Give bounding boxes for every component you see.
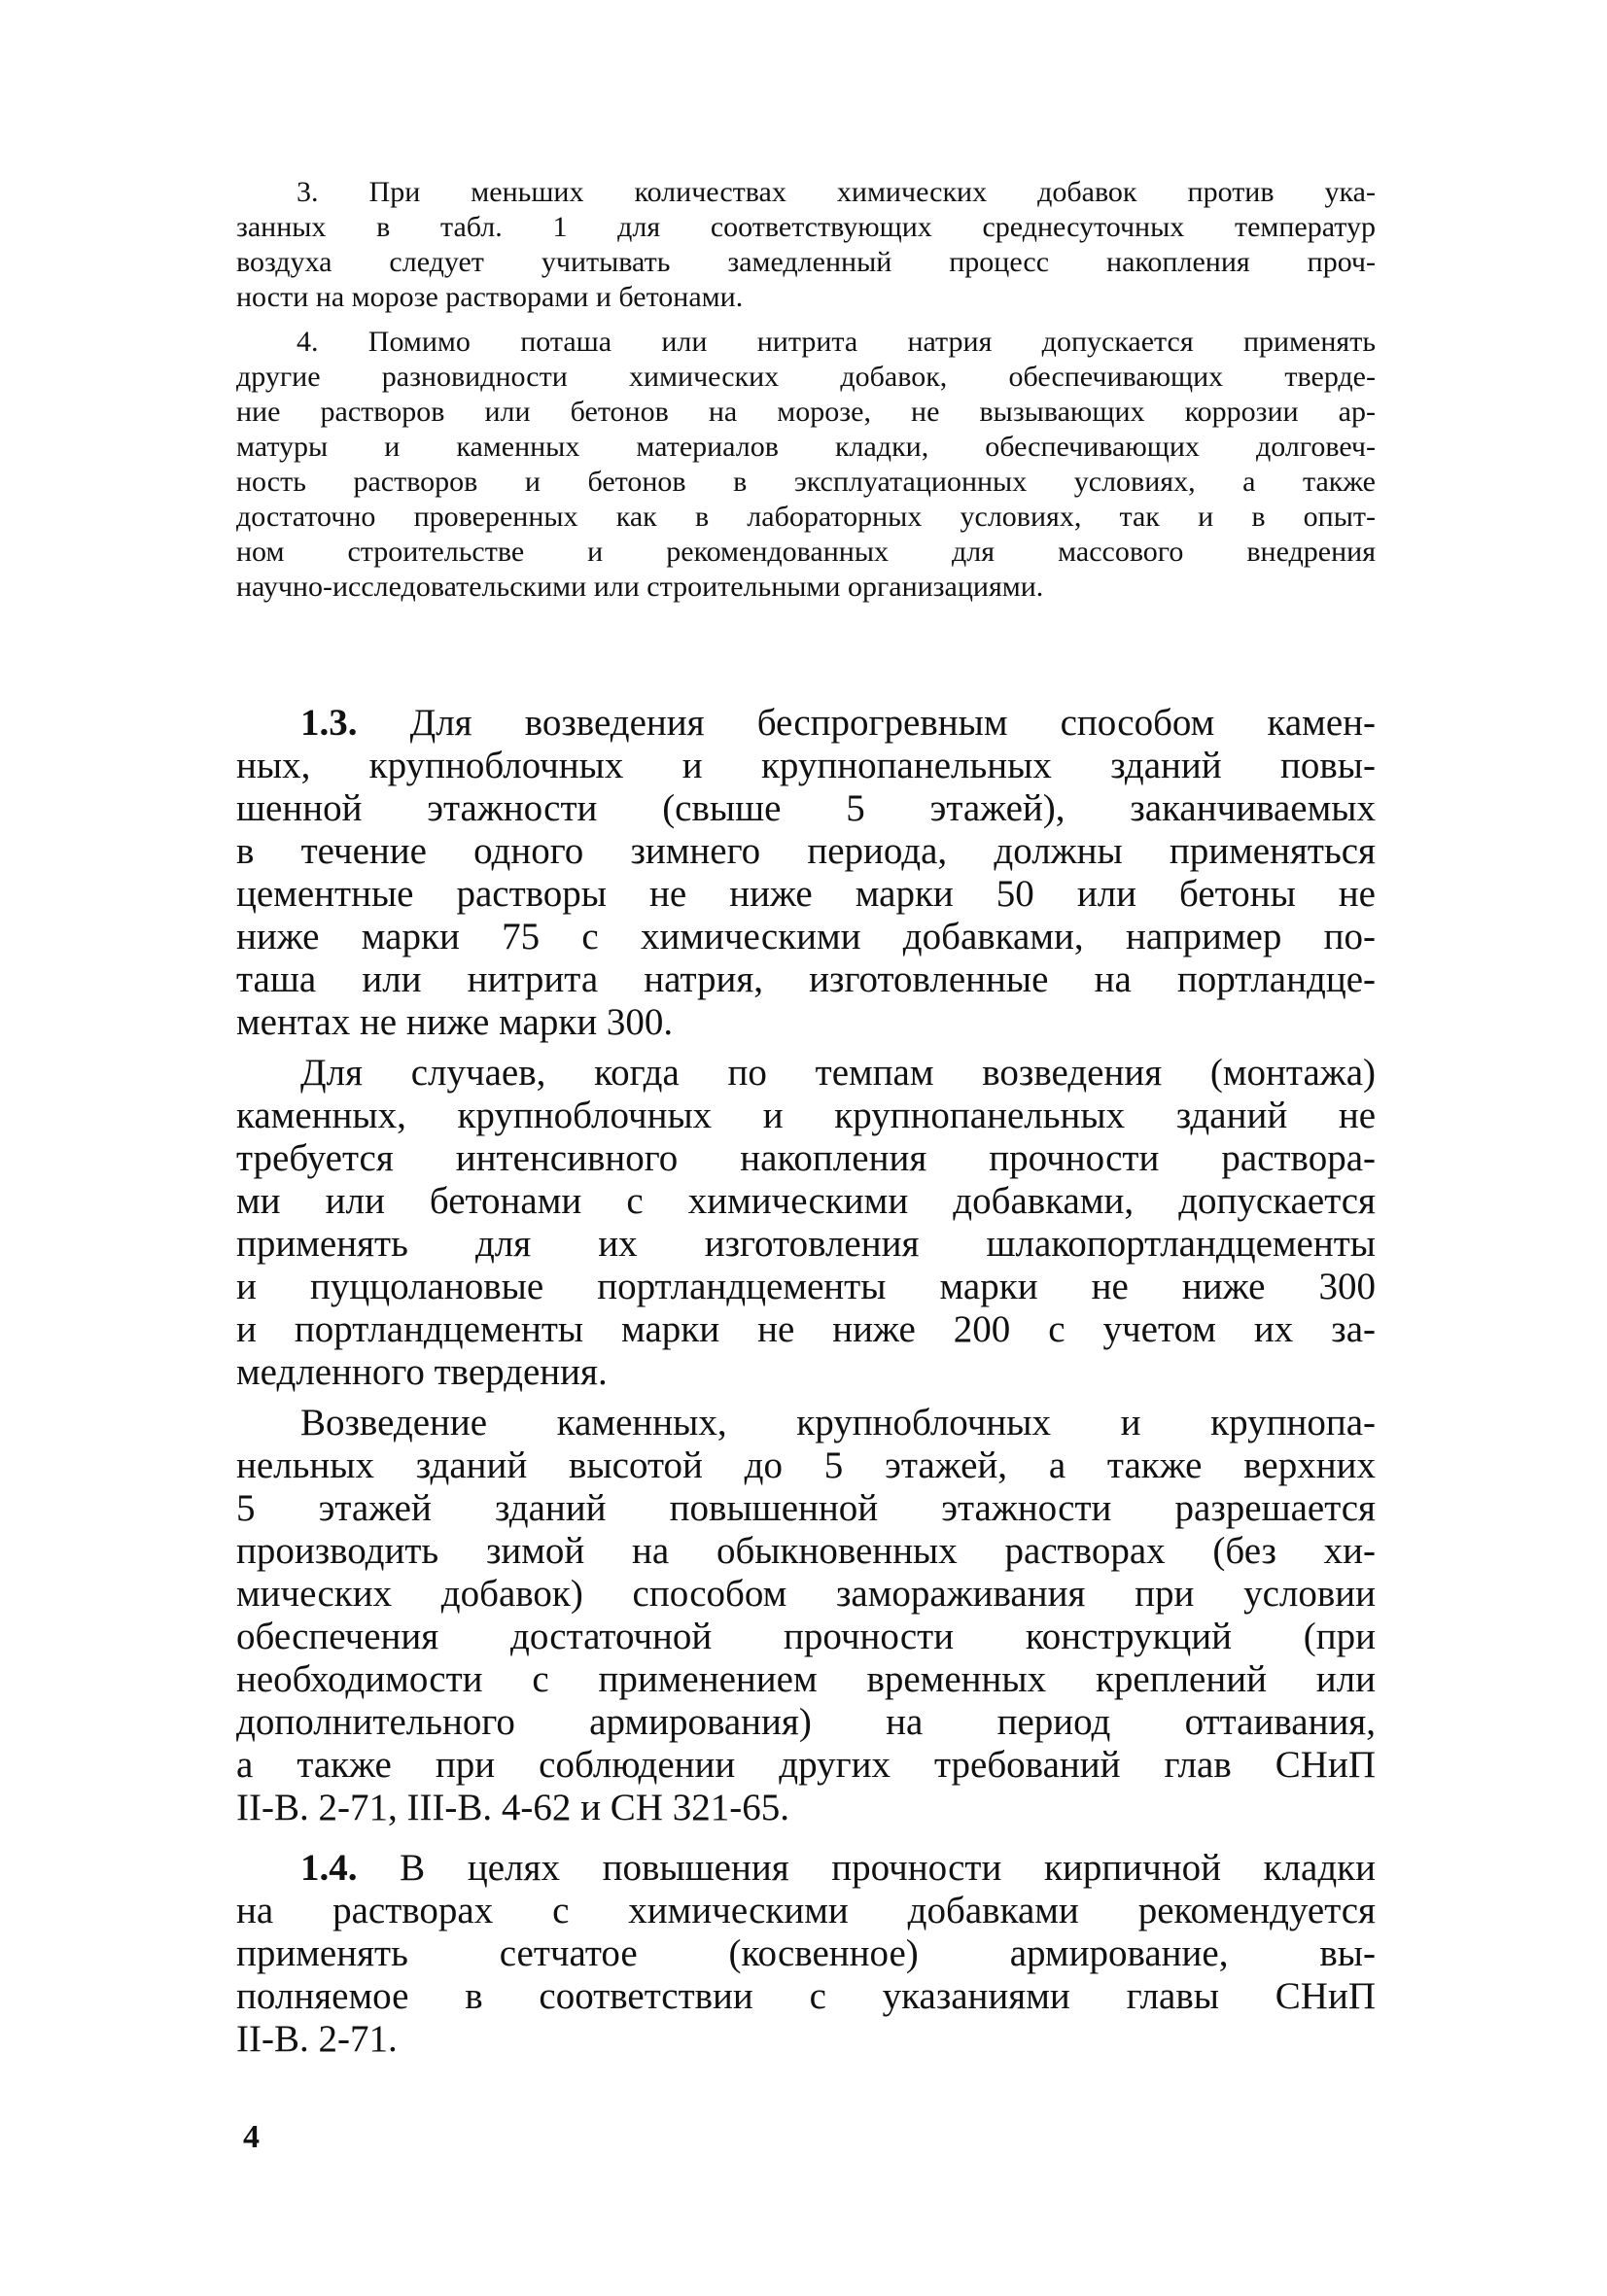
text-line: а также при соблюдении других требований глав СНиП <box>236 1744 1376 1786</box>
text-line: ментах не ниже марки 300. <box>236 1001 674 1043</box>
text-line: 1.3. Для возведения беспрогревным способом камен- <box>300 702 1376 744</box>
text-line: матуры и каменных материалов кладки, обеспечивающих долговеч- <box>236 431 1376 463</box>
section-1-4-paragraph-1 <box>236 1847 1376 2061</box>
text-line: II-В. 2-71, III-В. 4-62 и СН 321-65. <box>236 1787 789 1828</box>
section-1-3-paragraph-2 <box>236 1052 1376 1394</box>
text-line: 4. Помимо поташа или нитрита натрия допускается применять <box>297 326 1376 358</box>
text-line: обеспечения достаточной прочности конструкций (при <box>236 1616 1376 1657</box>
text-line: каменных, крупноблочных и крупнопанельных зданий не <box>236 1095 1376 1136</box>
text-line: ние растворов или бетонов на морозе, не вызывающих коррозии ар- <box>236 396 1376 428</box>
text-line: II-В. 2-71. <box>236 2018 398 2060</box>
text-line: воздуха следует учитывать замедленный процесс накопления проч- <box>236 246 1376 278</box>
section-1-3 <box>236 702 1376 1829</box>
text-line: применять сетчатое (косвенное) армирование, вы- <box>236 1932 1376 1974</box>
text-line: 3. При меньших количествах химических добавок против ука- <box>297 176 1376 208</box>
section-1-4 <box>236 1847 1376 2061</box>
text-line: ном строительстве и рекомендованных для массового внедрения <box>236 536 1376 568</box>
text-line: 1.4. В целях повышения прочности кирпичной кладки <box>300 1847 1376 1889</box>
text-line: 5 этажей зданий повышенной этажности разрешается <box>236 1487 1376 1529</box>
text-line: на растворах с химическими добавками рекомендуется <box>236 1890 1376 1931</box>
text-line: ности на морозе растворами и бетонами. <box>236 281 744 313</box>
text-line: цементные растворы не ниже марки 50 или бетоны не <box>236 873 1376 915</box>
text-line: нельных зданий высотой до 5 этажей, а также верхних <box>236 1444 1376 1486</box>
text-line: Возведение каменных, крупноблочных и крупнопа- <box>300 1402 1376 1444</box>
text-line: требуется интенсивного накопления прочности раствора- <box>236 1137 1376 1179</box>
text-line: Для случаев, когда по темпам возведения (монтажа) <box>300 1052 1376 1094</box>
note-3 <box>236 175 1376 315</box>
section-number: 1.4. <box>300 1847 358 1889</box>
text-line: занных в табл. 1 для соответствующих среднесуточных температур <box>236 211 1376 243</box>
section-1-3-paragraph-1 <box>236 702 1376 1044</box>
text-line: другие разновидности химических добавок, обеспечивающих тверде- <box>236 361 1376 393</box>
text-line: и пуццолановые портландцементы марки не ниже 300 <box>236 1266 1376 1307</box>
text-line: производить зимой на обыкновенных растворах (без хи- <box>236 1530 1376 1572</box>
text-line: шенной этажности (свыше 5 этажей), заканчиваемых <box>236 787 1376 829</box>
text-line: необходимости с применением временных креплений или <box>236 1658 1376 1700</box>
text-line: полняемое в соответствии с указаниями главы СНиП <box>236 1975 1376 2017</box>
text-line: ми или бетонами с химическими добавками, допускается <box>236 1180 1376 1222</box>
page-number: 4 <box>243 2119 260 2155</box>
text-line: научно-исследовательскими или строительными организациями. <box>236 571 1044 603</box>
text-line: медленного твердения. <box>236 1351 608 1393</box>
text-line: мических добавок) способом замораживания при условии <box>236 1573 1376 1615</box>
text-line: ниже марки 75 с химическими добавками, например по- <box>236 916 1376 957</box>
text-line: таша или нитрита натрия, изготовленные на портландце- <box>236 958 1376 1000</box>
text-line: и портландцементы марки не ниже 200 с учетом их за- <box>236 1308 1376 1350</box>
note-4 <box>236 325 1376 605</box>
section-number: 1.3. <box>300 702 358 744</box>
section-1-3-paragraph-3 <box>236 1402 1376 1829</box>
text-line: в течение одного зимнего периода, должны применяться <box>236 830 1376 872</box>
text-line: ность растворов и бетонов в эксплуатационных условиях, а также <box>236 466 1376 498</box>
text-line: ных, крупноблочных и крупнопанельных зданий повы- <box>236 745 1376 786</box>
text-line: дополнительного армирования) на период оттаивания, <box>236 1701 1376 1743</box>
text-line: достаточно проверенных как в лабораторных условиях, так и в опыт- <box>236 501 1376 533</box>
text-line: применять для их изготовления шлакопортландцементы <box>236 1223 1376 1265</box>
